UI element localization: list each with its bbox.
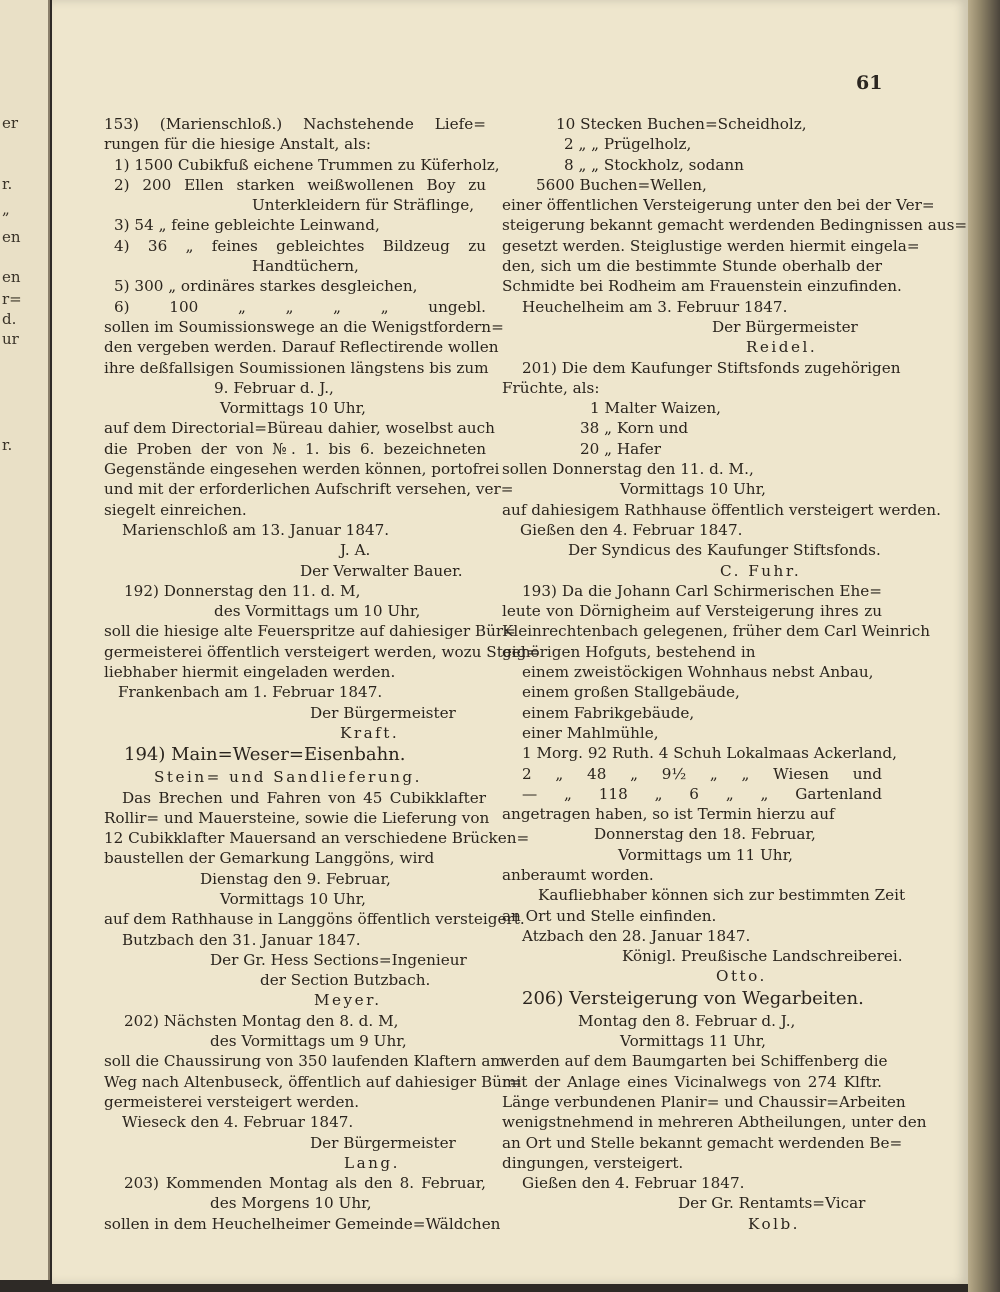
text-line: des Vormittags um 9 Uhr, [210, 1032, 407, 1051]
text-line: ihre deßfallsigen Soumissionen längstens bis zum [104, 358, 489, 377]
text-line: 3) 54 „ feine gebleichte Leinwand, [114, 216, 380, 235]
prev-page-fragment: r= [2, 290, 22, 308]
text-line: Heuchelheim am 3. Februur 1847. [522, 297, 788, 316]
text-line: an Ort und Stelle einfinden. [502, 906, 717, 925]
text-line: Vormittags 10 Uhr, [220, 889, 366, 908]
text-line: Der Syndicus des Kaufunger Stiftsfonds. [568, 541, 881, 560]
text-line: gehörigen Hofguts, bestehend in [502, 642, 756, 661]
text-line: baustellen der Gemarkung Langgöns, wird [104, 849, 435, 868]
text-line: 2 „ „ Prügelholz, [564, 135, 692, 154]
text-line: auf dem Directorial=Büreau dahier, woselbst auch [104, 419, 495, 438]
text-line: Gegenstände eingesehen werden können, portofrei [104, 460, 500, 479]
section-heading: 206) Versteigerung von Wegarbeiten. [522, 987, 864, 1009]
text-line: steigerung bekannt gemacht werdenden Bedingnissen aus= [502, 216, 968, 235]
text-line: Vormittags 10 Uhr, [220, 399, 366, 418]
text-line: einem großen Stallgebäude, [522, 683, 740, 702]
text-line: Kleinrechtenbach gelegenen, früher dem Carl Weinrich [502, 622, 931, 641]
text-line: werden auf dem Baumgarten bei Schiffenberg die [502, 1052, 888, 1071]
text-line: sollen im Soumissionswege an die Wenigstfordern= [104, 317, 504, 336]
text-line: Vormittags 10 Uhr, [620, 480, 766, 499]
text-line: des Morgens 10 Uhr, [210, 1194, 372, 1213]
text-line: Königl. Preußische Landschreiberei. [622, 947, 903, 966]
text-line: Der Gr. Hess Sections=Ingenieur [210, 950, 467, 969]
prev-page-fragment: en [2, 268, 21, 286]
page-number: 61 [856, 72, 883, 94]
text-line: 9. Februar d. J., [214, 378, 334, 397]
text-line: siegelt einreichen. [104, 500, 247, 519]
text-line: Meyer. [314, 991, 382, 1010]
text-line: Kraft. [340, 723, 400, 742]
text-line: einem zweistöckigen Wohnhaus nebst Anbau, [522, 663, 874, 682]
text-line: 38 „ Korn und [580, 419, 689, 438]
text-line: einem Fabrikgebäude, [522, 703, 695, 722]
text-line: den vergeben werden. Darauf Reflectirende wollen [104, 338, 499, 357]
text-line: liebhaber hiermit eingeladen werden. [104, 663, 396, 682]
text-line: germeisterei öffentlich versteigert werden, wozu Steig= [104, 642, 540, 661]
text-line: Otto. [716, 967, 767, 986]
section-heading: 194) Main=Weser=Eisenbahn. [124, 744, 406, 766]
text-line: Das Brechen und Fahren von 45 Cubikklafter [122, 788, 486, 807]
right-column [502, 114, 968, 1234]
text-line: des Vormittags um 10 Uhr, [214, 602, 421, 621]
text-line: auf dem Rathhause in Langgöns öffentlich versteigert. [104, 910, 525, 929]
text-line: germeisterei versteigert werden. [104, 1092, 360, 1111]
text-line: Der Gr. Rentamts=Vicar [678, 1194, 866, 1213]
text-line: Handtüchern, [252, 257, 359, 276]
left-column [104, 114, 540, 1234]
text-line: Marienschloß am 13. Januar 1847. [122, 520, 390, 539]
text-line: Gießen den 4. Februar 1847. [522, 1174, 745, 1193]
prev-page-fragment: „ [2, 200, 10, 218]
text-line: mit der Anlage eines Vicinalwegs von 274 Klftr. [502, 1072, 882, 1091]
text-line: Frankenbach am 1. Februar 1847. [118, 683, 383, 702]
text-line: rungen für die hiesige Anstalt, als: [104, 135, 371, 154]
text-line: Unterkleidern für Sträflinge, [252, 196, 475, 215]
text-line: 10 Stecken Buchen=Scheidholz, [556, 115, 807, 133]
text-line: sollen in dem Heuchelheimer Gemeinde=Wäldchen [104, 1214, 501, 1233]
text-line: Kaufliebhaber können sich zur bestimmten Zeit [538, 886, 906, 905]
prev-page-fragment: ur [2, 330, 19, 348]
text-line: 2) 200 Ellen starken weißwollenen Boy zu [114, 175, 486, 194]
text-line: die Proben der von №. 1. bis 6. bezeichneten [104, 439, 486, 458]
text-line: angetragen haben, so ist Termin hierzu auf [502, 805, 835, 824]
text-line: soll die Chaussirung von 350 laufenden Klaftern am [104, 1052, 505, 1071]
text-line: Der Bürgermeister [310, 1133, 456, 1152]
text-line: Atzbach den 28. Januar 1847. [522, 926, 751, 945]
text-line: Donnerstag den 18. Februar, [594, 825, 816, 844]
book-edge [968, 0, 1000, 1292]
text-line: 6) 100 „ „ „ „ ungebl. [114, 297, 486, 316]
text-line: Früchte, als: [502, 378, 600, 397]
text-line: 1 Morg. 92 Ruth. 4 Schuh Lokalmaas Ackerland, [522, 744, 897, 763]
text-line: soll die hiesige alte Feuerspritze auf dahiesiger Bür= [104, 622, 516, 641]
prev-page-fragment: er [2, 114, 19, 132]
text-line: 5) 300 „ ordinäres starkes desgleichen, [114, 277, 418, 296]
section-subheading: Stein= und Sandlieferung. [154, 768, 422, 787]
text-line: 12 Cubikklafter Mauersand an verschiedene Brücken= [104, 829, 530, 848]
text-line: C. Fuhr. [720, 561, 802, 580]
text-line: 5600 Buchen=Wellen, [536, 175, 707, 194]
text-line: 1) 1500 Cubikfuß eichene Trummen zu Küferholz, [114, 155, 500, 174]
text-line: Dienstag den 9. Februar, [200, 869, 391, 888]
prev-page-fragment: r. [2, 175, 13, 193]
text-line: wenigstnehmend in mehreren Abtheilungen, unter den [502, 1113, 927, 1132]
text-line: 201) Die dem Kaufunger Stiftsfonds zugehörigen [522, 358, 901, 377]
text-line: J. A. [340, 541, 371, 560]
text-line: Rollir= und Mauersteine, sowie die Lieferung von [104, 808, 490, 827]
text-line: 193) Da die Johann Carl Schirmerischen Ehe= [522, 581, 882, 600]
text-line: Butzbach den 31. Januar 1847. [122, 930, 361, 949]
text-line: an Ort und Stelle bekannt gemacht werdenden Be= [502, 1133, 903, 1152]
text-line: einer öffentlichen Versteigerung unter den bei der Ver= [502, 196, 935, 215]
text-line: 202) Nächsten Montag den 8. d. M, [124, 1011, 399, 1030]
text-line: Vormittags um 11 Uhr, [618, 845, 794, 864]
text-line: den, sich um die bestimmte Stunde oberhalb der [502, 257, 882, 276]
text-line: Lang. [344, 1153, 400, 1172]
prev-page-fragment: d. [2, 310, 17, 328]
text-line: sollen Donnerstag den 11. d. M., [502, 460, 754, 479]
text-line: Kolb. [748, 1214, 800, 1233]
text-line: der Section Butzbach. [260, 971, 431, 990]
text-line: dingungen, versteigert. [502, 1153, 684, 1172]
text-line: 192) Donnerstag den 11. d. M, [124, 581, 361, 600]
text-line: Gießen den 4. Februar 1847. [520, 520, 743, 539]
text-line: gesetzt werden. Steiglustige werden hiermit eingela= [502, 236, 920, 255]
text-line: Der Bürgermeister [712, 317, 858, 336]
text-line: 4) 36 „ feines gebleichtes Bildzeug zu [114, 236, 486, 255]
text-line: leute von Dörnigheim auf Versteigerung ihres zu [502, 602, 882, 621]
text-line: 20 „ Hafer [580, 439, 662, 458]
text-line: 1 Malter Waizen, [590, 399, 721, 418]
text-line: Schmidte bei Rodheim am Frauenstein einzufinden. [502, 277, 902, 296]
text-line: 203) Kommenden Montag als den 8. Februar, [124, 1174, 486, 1193]
text-line: Der Bürgermeister [310, 703, 456, 722]
text-line: und mit der erforderlichen Aufschrift versehen, ver= [104, 480, 514, 499]
text-line: Montag den 8. Februar d. J., [578, 1011, 796, 1030]
text-line: Länge verbundenen Planir= und Chaussir=Arbeiten [502, 1092, 906, 1111]
text-line: Wieseck den 4. Februar 1847. [122, 1113, 354, 1132]
text-line: auf dahiesigem Rathhause öffentlich versteigert werden. [502, 500, 941, 519]
prev-page-fragment: en [2, 228, 21, 246]
text-line: anberaumt worden. [502, 865, 654, 884]
text-line: 8 „ „ Stockholz, sodann [564, 155, 744, 174]
text-line: 153) (Marienschloß.) Nachstehende Liefe= [104, 115, 486, 133]
text-line: einer Mahlmühle, [522, 723, 659, 742]
text-line: 2 „ 48 „ 9½ „ „ Wiesen und [522, 764, 882, 783]
prev-page-fragment: r. [2, 436, 13, 454]
text-line: — „ 118 „ 6 „ „ Gartenland [522, 784, 882, 803]
text-line: Reidel. [746, 338, 818, 357]
previous-page-edge [0, 0, 50, 1280]
text-line: Weg nach Altenbuseck, öffentlich auf dahiesiger Bür= [104, 1072, 522, 1091]
text-line: Der Verwalter Bauer. [300, 561, 463, 580]
text-line: Vormittags 11 Uhr, [620, 1032, 766, 1051]
